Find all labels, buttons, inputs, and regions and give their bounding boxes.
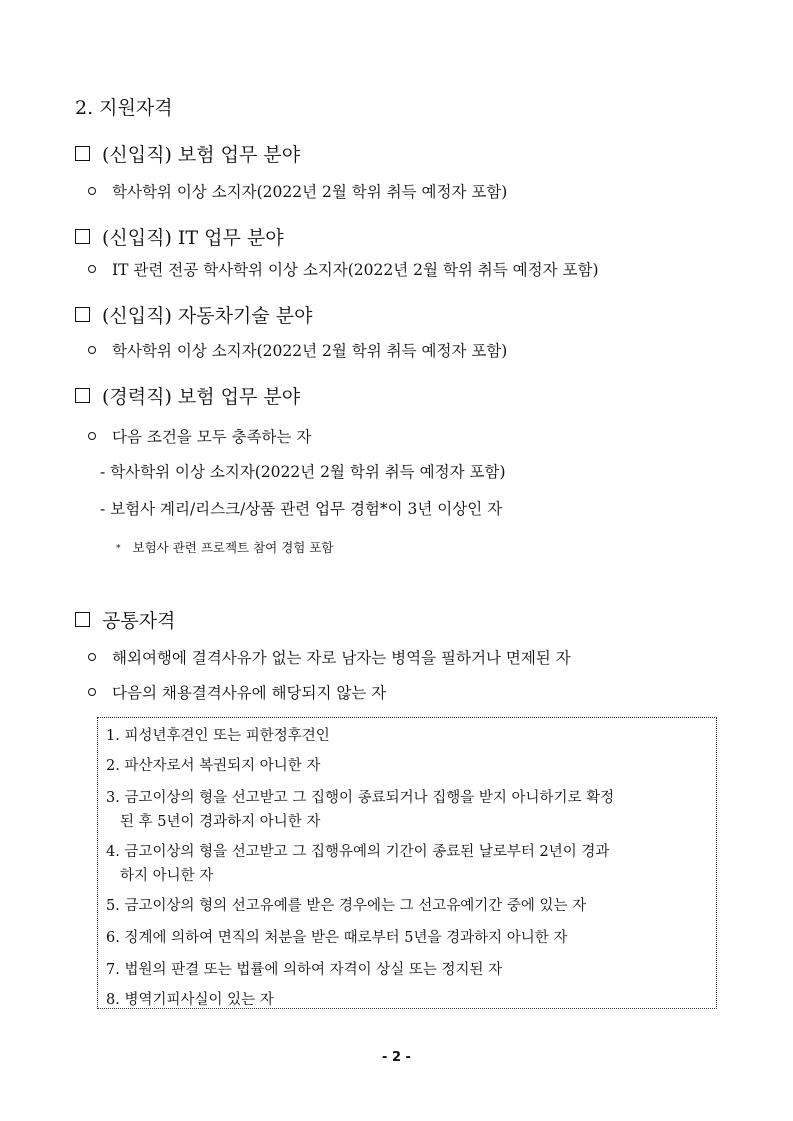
sub-item: - 학사학위 이상 소지자(2022년 2월 학위 취득 예정자 포함) (100, 463, 506, 481)
list-row: 1. 피성년후견인 또는 피한정후견인 (106, 728, 330, 744)
checkbox-square-icon (75, 388, 90, 403)
circle-bullet-icon (88, 187, 96, 195)
list-row: 6. 징계에 의하여 면직의 처분을 받은 때로부터 5년을 경과하지 아니한 자 (106, 930, 568, 946)
circle-bullet-icon (88, 432, 96, 440)
list-item: 학사학위 이상 소지자(2022년 2월 학위 취득 예정자 포함) (88, 339, 507, 361)
section-title: 2. 지원자격 (75, 97, 173, 119)
list-row: 3. 금고이상의 형을 선고받고 그 집행이 종료되거나 집행을 받지 아니하기로 확정 (106, 790, 615, 806)
circle-bullet-icon (88, 688, 96, 696)
disqualification-list (97, 717, 717, 1009)
list-row: 2. 파산자로서 복권되지 아니한 자 (106, 758, 321, 774)
category-title: (신입직) 자동차기술 분야 (75, 301, 312, 328)
checkbox-square-icon (75, 229, 90, 244)
list-row: 5. 금고이상의 형의 선고유예를 받은 경우에는 그 선고유예기간 중에 있는 자 (106, 898, 587, 914)
list-row: 8. 병역기피사실이 있는 자 (106, 992, 274, 1008)
list-row-cont: 하지 아니한 자 (120, 868, 214, 884)
checkbox-square-icon (75, 307, 90, 322)
category-title: (신입직) 보험 업무 분야 (75, 140, 300, 167)
list-item: 다음 조건을 모두 충족하는 자 (88, 425, 311, 447)
list-item: 학사학위 이상 소지자(2022년 2월 학위 취득 예정자 포함) (88, 180, 507, 202)
list-row: 4. 금고이상의 형을 선고받고 그 집행유예의 기간이 종료된 날로부터 2년이 경과 (106, 844, 610, 860)
list-item: 다음의 채용결격사유에 해당되지 않는 자 (88, 681, 386, 703)
sub-item: - 보험사 계리/리스크/상품 관련 업무 경험*이 3년 이상인 자 (100, 500, 503, 518)
list-item: IT 관련 전공 학사학위 이상 소지자(2022년 2월 학위 취득 예정자 포함) (88, 258, 599, 280)
list-row-cont: 된 후 5년이 경과하지 아니한 자 (120, 814, 321, 830)
category-title: (신입직) IT 업무 분야 (75, 223, 284, 250)
page-number: - 2 - (382, 1050, 411, 1065)
circle-bullet-icon (88, 653, 96, 661)
footnote: * 보험사 관련 프로젝트 참여 경험 포함 (116, 540, 334, 555)
checkbox-square-icon (75, 146, 90, 161)
circle-bullet-icon (88, 265, 96, 273)
category-title: (경력직) 보험 업무 분야 (75, 382, 300, 409)
common-title: 공통자격 (75, 606, 175, 633)
circle-bullet-icon (88, 346, 96, 354)
checkbox-square-icon (75, 612, 90, 627)
list-row: 7. 법원의 판결 또는 법률에 의하여 자격이 상실 또는 정지된 자 (106, 962, 503, 978)
list-item: 해외여행에 결격사유가 없는 자로 남자는 병역을 필하거나 면제된 자 (88, 646, 571, 668)
